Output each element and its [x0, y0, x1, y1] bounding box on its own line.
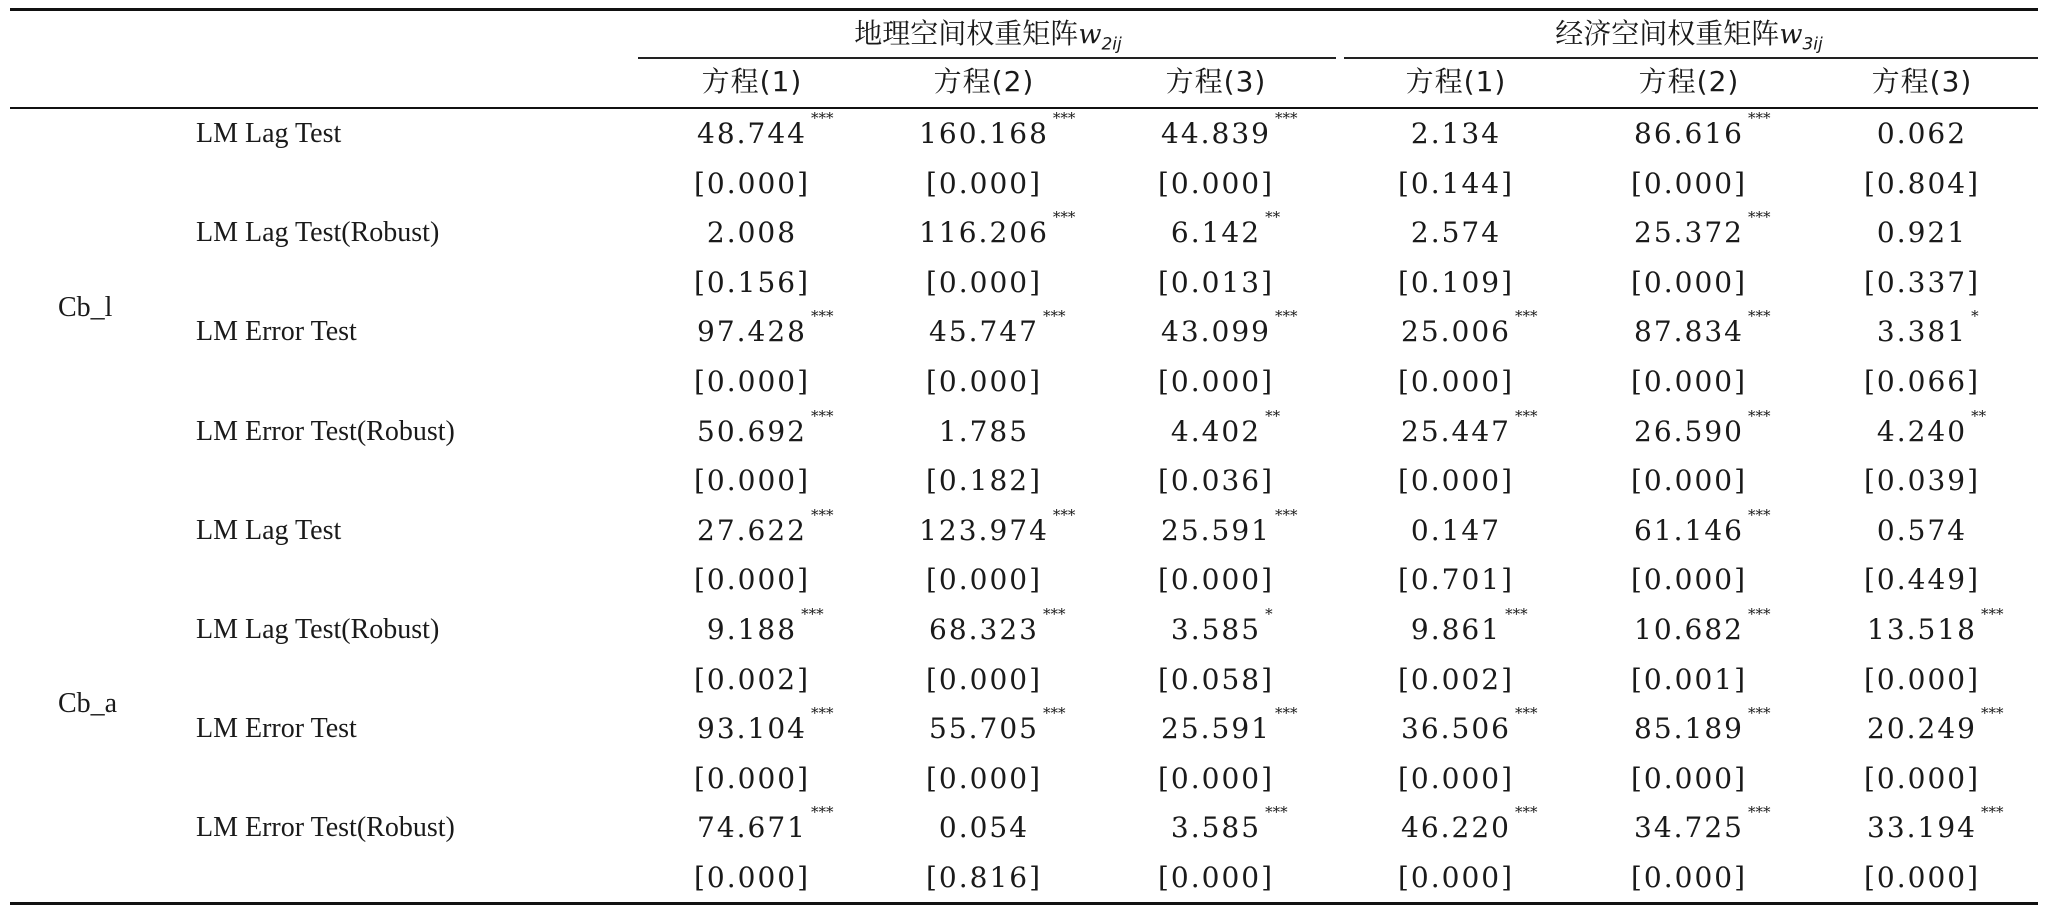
statistic-value: 2.574	[1410, 216, 1502, 250]
significance-stars: ***	[1274, 109, 1298, 127]
significance-stars: **	[1971, 406, 1987, 425]
statistic-cell	[1812, 213, 2032, 253]
statistic-cell	[1579, 406, 1799, 452]
statistic-value: 44.839 ***	[1161, 109, 1298, 150]
statistic-cell	[1346, 406, 1566, 452]
p-value-cell: [0.000]	[925, 761, 1042, 795]
row-test-label: LM Lag Test(Robust)	[196, 217, 440, 249]
p-value-cell: [0.000]	[1157, 365, 1274, 398]
significance-stars: ***	[1747, 307, 1771, 326]
statistic-value: 46.220 ***	[1401, 803, 1538, 845]
p-value-cell: [0.000]	[1630, 464, 1747, 498]
statistic-value: 10.682 ***	[1634, 605, 1771, 646]
statistic-cell	[874, 808, 1094, 848]
statistic-value: 86.616 ***	[1634, 109, 1771, 150]
statistic-cell	[1812, 803, 2032, 848]
statistic-cell	[1106, 208, 1326, 253]
p-value-cell: [0.000]	[925, 662, 1042, 696]
p-value-cell: [0.000]	[693, 464, 810, 498]
statistic-cell	[1812, 114, 2032, 154]
statistic-cell	[874, 109, 1094, 154]
table-bottom-rule	[10, 902, 2038, 905]
statistic-cell	[642, 307, 862, 352]
group-header-geographic-symbol: w	[1078, 19, 1102, 50]
p-value-cell: [0.036]	[1157, 464, 1274, 498]
group-header-economic-subscript: 3ij	[1802, 34, 1823, 55]
statistic-value: 116.206 ***	[919, 208, 1076, 250]
p-value-cell: [0.000]	[1157, 563, 1274, 597]
p-value-cell: [0.000]	[1863, 761, 1980, 795]
p-value-cell: [0.000]	[1397, 464, 1514, 498]
significance-stars: ***	[810, 505, 834, 524]
significance-stars: ***	[1747, 704, 1771, 723]
group-label: Cb_l	[58, 291, 113, 323]
significance-stars: ***	[1042, 307, 1066, 326]
statistic-value: 25.372 ***	[1634, 208, 1771, 250]
p-value-cell: [0.337]	[1863, 265, 1980, 299]
statistic-cell	[1579, 307, 1799, 352]
row-test-label: LM Error Test	[196, 713, 357, 745]
p-value-cell: [0.000]	[1630, 861, 1747, 894]
p-value-cell: [0.000]	[693, 365, 810, 398]
column-header-4: 方程(1)	[1405, 65, 1507, 98]
p-value-cell: [0.013]	[1157, 265, 1274, 299]
statistic-value: 0.921	[1876, 216, 1968, 250]
p-value-cell: [0.000]	[693, 166, 810, 200]
statistic-value: 36.506 ***	[1401, 704, 1538, 746]
statistic-cell	[1579, 109, 1799, 154]
statistic-value: 0.062	[1876, 117, 1968, 150]
significance-stars: **	[1265, 208, 1281, 227]
p-value-cell: [0.000]	[1397, 761, 1514, 795]
significance-stars: ***	[1980, 704, 2004, 723]
statistic-value: 34.725 ***	[1634, 803, 1771, 845]
group-header-geographic-text: 地理空间权重矩阵	[854, 17, 1079, 50]
statistic-value: 123.974 ***	[919, 505, 1076, 547]
significance-stars: ***	[1514, 307, 1538, 326]
statistic-value: 9.188 ***	[706, 605, 824, 646]
statistic-value: 45.747 ***	[929, 307, 1066, 349]
statistic-value: 25.591 ***	[1161, 505, 1298, 547]
statistic-value: 3.381 *	[1876, 307, 1979, 349]
significance-stars: ***	[810, 109, 834, 127]
statistic-cell	[1346, 803, 1566, 848]
p-value-cell: [0.000]	[1863, 662, 1980, 696]
statistic-value: 43.099 ***	[1161, 307, 1298, 349]
significance-stars: ***	[1514, 406, 1538, 425]
statistic-cell	[1346, 511, 1566, 551]
statistic-cell	[1106, 704, 1326, 749]
significance-stars: *	[1971, 307, 1979, 326]
p-value-cell: [0.000]	[1397, 861, 1514, 894]
statistic-value: 6.142 **	[1170, 208, 1281, 250]
statistic-value: 50.692 ***	[697, 406, 834, 448]
row-test-label: LM Error Test	[196, 316, 357, 348]
statistic-cell	[1106, 803, 1326, 848]
statistic-cell	[1106, 406, 1326, 452]
statistic-value: 13.518 ***	[1867, 605, 2004, 646]
table-header-rule	[10, 107, 2038, 109]
row-test-label: LM Lag Test	[196, 514, 342, 546]
statistic-cell	[642, 406, 862, 452]
p-value-cell: [0.000]	[1157, 861, 1274, 894]
statistic-value: 2.134	[1410, 117, 1502, 150]
statistic-cell	[642, 704, 862, 749]
statistic-cell	[1346, 605, 1566, 650]
p-value-cell: [0.000]	[1630, 265, 1747, 299]
p-value-cell: [0.109]	[1397, 265, 1514, 299]
statistic-value: 55.705 ***	[929, 704, 1066, 746]
significance-stars: ***	[1747, 605, 1771, 623]
group-header-geographic-subscript: 2ij	[1101, 34, 1122, 55]
statistic-value: 61.146 ***	[1634, 505, 1771, 547]
statistic-value: 2.008	[706, 216, 798, 250]
significance-stars: ***	[1274, 307, 1298, 326]
statistic-cell	[1812, 605, 2032, 650]
p-value-cell: [0.182]	[925, 464, 1042, 498]
significance-stars: ***	[1265, 803, 1288, 822]
statistic-value: 0.574	[1876, 513, 1968, 547]
statistic-value: 26.590 ***	[1634, 406, 1771, 448]
statistic-cell	[642, 213, 862, 253]
group-label: Cb_a	[58, 688, 118, 720]
p-value-cell: [0.000]	[1630, 365, 1747, 398]
significance-stars: ***	[1042, 605, 1066, 623]
statistic-cell	[874, 704, 1094, 749]
significance-stars: ***	[1514, 803, 1538, 822]
significance-stars: ***	[1052, 505, 1076, 524]
significance-stars: ***	[1747, 803, 1771, 822]
significance-stars: ***	[801, 605, 824, 623]
statistic-cell	[1579, 208, 1799, 253]
p-value-cell: [0.000]	[693, 861, 810, 894]
p-value-cell: [0.000]	[1630, 563, 1747, 597]
statistic-value: 25.447 ***	[1401, 406, 1538, 448]
column-header-2: 方程(2)	[933, 65, 1035, 98]
row-test-label: LM Lag Test(Robust)	[196, 614, 440, 645]
significance-stars: ***	[1052, 208, 1076, 227]
p-value-cell: [0.701]	[1397, 563, 1514, 597]
statistic-cell	[1106, 605, 1326, 650]
statistic-cell	[874, 605, 1094, 650]
statistic-cell	[642, 605, 862, 650]
statistic-cell	[642, 109, 862, 154]
group-header-economic-underline	[1344, 57, 2038, 59]
statistic-value: 0.147	[1410, 513, 1502, 547]
statistic-value: 20.249 ***	[1867, 704, 2004, 746]
p-value-cell: [0.000]	[925, 365, 1042, 398]
row-test-label: LM Error Test(Robust)	[196, 415, 455, 447]
statistic-cell	[1106, 505, 1326, 551]
statistic-cell	[874, 307, 1094, 352]
statistic-value: 27.622 ***	[697, 505, 834, 547]
statistic-value: 9.861 ***	[1410, 605, 1528, 646]
p-value-cell: [0.156]	[693, 265, 810, 299]
statistic-value: 25.006 ***	[1401, 307, 1538, 349]
statistic-value: 87.834 ***	[1634, 307, 1771, 349]
significance-stars: ***	[810, 704, 834, 723]
p-value-cell: [0.000]	[693, 563, 810, 597]
row-test-label: LM Error Test(Robust)	[196, 812, 455, 844]
column-header-3: 方程(3)	[1165, 65, 1267, 98]
significance-stars: ***	[1747, 505, 1771, 524]
p-value-cell: [0.002]	[693, 662, 810, 696]
significance-stars: ***	[1505, 605, 1528, 623]
statistic-value: 3.585 *	[1170, 605, 1273, 646]
group-header-economic	[1344, 14, 2034, 54]
p-value-cell: [0.144]	[1397, 166, 1514, 200]
statistic-cell	[1106, 307, 1326, 352]
statistic-cell	[1812, 511, 2032, 551]
p-value-cell: [0.000]	[1157, 761, 1274, 795]
p-value-cell: [0.000]	[925, 166, 1042, 200]
p-value-cell: [0.000]	[1863, 861, 1980, 894]
group-header-economic-symbol: w	[1779, 19, 1803, 50]
significance-stars: ***	[1274, 704, 1298, 723]
statistic-cell	[1579, 803, 1799, 848]
significance-stars: ***	[1980, 803, 2004, 822]
statistic-cell	[642, 505, 862, 551]
p-value-cell: [0.816]	[925, 861, 1042, 894]
p-value-cell: [0.000]	[1157, 166, 1274, 200]
p-value-cell: [0.000]	[693, 761, 810, 795]
p-value-cell: [0.039]	[1863, 464, 1980, 498]
column-header-1: 方程(1)	[701, 65, 803, 98]
statistic-cell	[1579, 605, 1799, 650]
statistic-value: 68.323 ***	[929, 605, 1066, 646]
statistic-value: 0.054	[938, 811, 1030, 845]
p-value-cell: [0.000]	[1630, 761, 1747, 795]
statistic-value: 85.189 ***	[1634, 704, 1771, 746]
significance-stars: ***	[810, 406, 834, 425]
statistic-value: 97.428 ***	[697, 307, 834, 349]
statistic-cell	[1346, 114, 1566, 154]
statistic-cell	[1106, 109, 1326, 154]
group-header-geographic-underline	[638, 57, 1336, 59]
significance-stars: ***	[810, 803, 834, 822]
significance-stars: ***	[1514, 704, 1538, 723]
p-value-cell: [0.000]	[925, 563, 1042, 597]
statistic-value: 93.104 ***	[697, 704, 834, 746]
p-value-cell: [0.001]	[1630, 662, 1747, 696]
significance-stars: ***	[1042, 704, 1066, 723]
statistic-cell	[874, 208, 1094, 253]
row-test-label: LM Lag Test	[196, 118, 342, 149]
statistic-value: 4.402 **	[1170, 406, 1281, 448]
significance-stars: ***	[1747, 406, 1771, 425]
statistic-cell	[1812, 406, 2032, 452]
p-value-cell: [0.000]	[1397, 365, 1514, 398]
significance-stars: ***	[1747, 109, 1771, 127]
statistic-value: 48.744 ***	[697, 109, 834, 150]
significance-stars: *	[1265, 605, 1273, 623]
statistic-value: 1.785	[938, 414, 1030, 448]
p-value-cell: [0.449]	[1863, 563, 1980, 597]
statistic-cell	[1346, 213, 1566, 253]
statistic-value: 3.585 ***	[1170, 803, 1288, 845]
statistic-cell	[1812, 704, 2032, 749]
column-header-5: 方程(2)	[1638, 65, 1740, 98]
statistic-cell	[642, 803, 862, 848]
p-value-cell: [0.002]	[1397, 662, 1514, 696]
p-value-cell: [0.000]	[1630, 166, 1747, 200]
statistic-cell	[1579, 505, 1799, 551]
statistic-value: 25.591 ***	[1161, 704, 1298, 746]
statistic-cell	[1812, 307, 2032, 352]
p-value-cell: [0.804]	[1863, 166, 1980, 200]
statistic-value: 33.194 ***	[1867, 803, 2004, 845]
statistic-cell	[1346, 307, 1566, 352]
statistic-value: 4.240 **	[1876, 406, 1987, 448]
p-value-cell: [0.000]	[925, 265, 1042, 299]
significance-stars: ***	[1980, 605, 2004, 623]
statistic-cell	[1579, 704, 1799, 749]
statistic-value: 160.168 ***	[919, 109, 1076, 150]
significance-stars: **	[1265, 406, 1281, 425]
significance-stars: ***	[810, 307, 834, 326]
group-header-economic-text: 经济空间权重矩阵	[1555, 17, 1780, 50]
p-value-cell: [0.058]	[1157, 662, 1274, 696]
statistic-cell	[874, 412, 1094, 452]
p-value-cell: [0.066]	[1863, 365, 1980, 398]
statistic-cell	[874, 505, 1094, 551]
significance-stars: ***	[1274, 505, 1298, 524]
column-header-6: 方程(3)	[1871, 65, 1973, 98]
significance-stars: ***	[1052, 109, 1076, 127]
table-top-rule	[10, 8, 2038, 11]
statistic-value: 74.671 ***	[697, 803, 834, 845]
statistic-cell	[1346, 704, 1566, 749]
group-header-geographic	[638, 14, 1338, 54]
significance-stars: ***	[1747, 208, 1771, 227]
